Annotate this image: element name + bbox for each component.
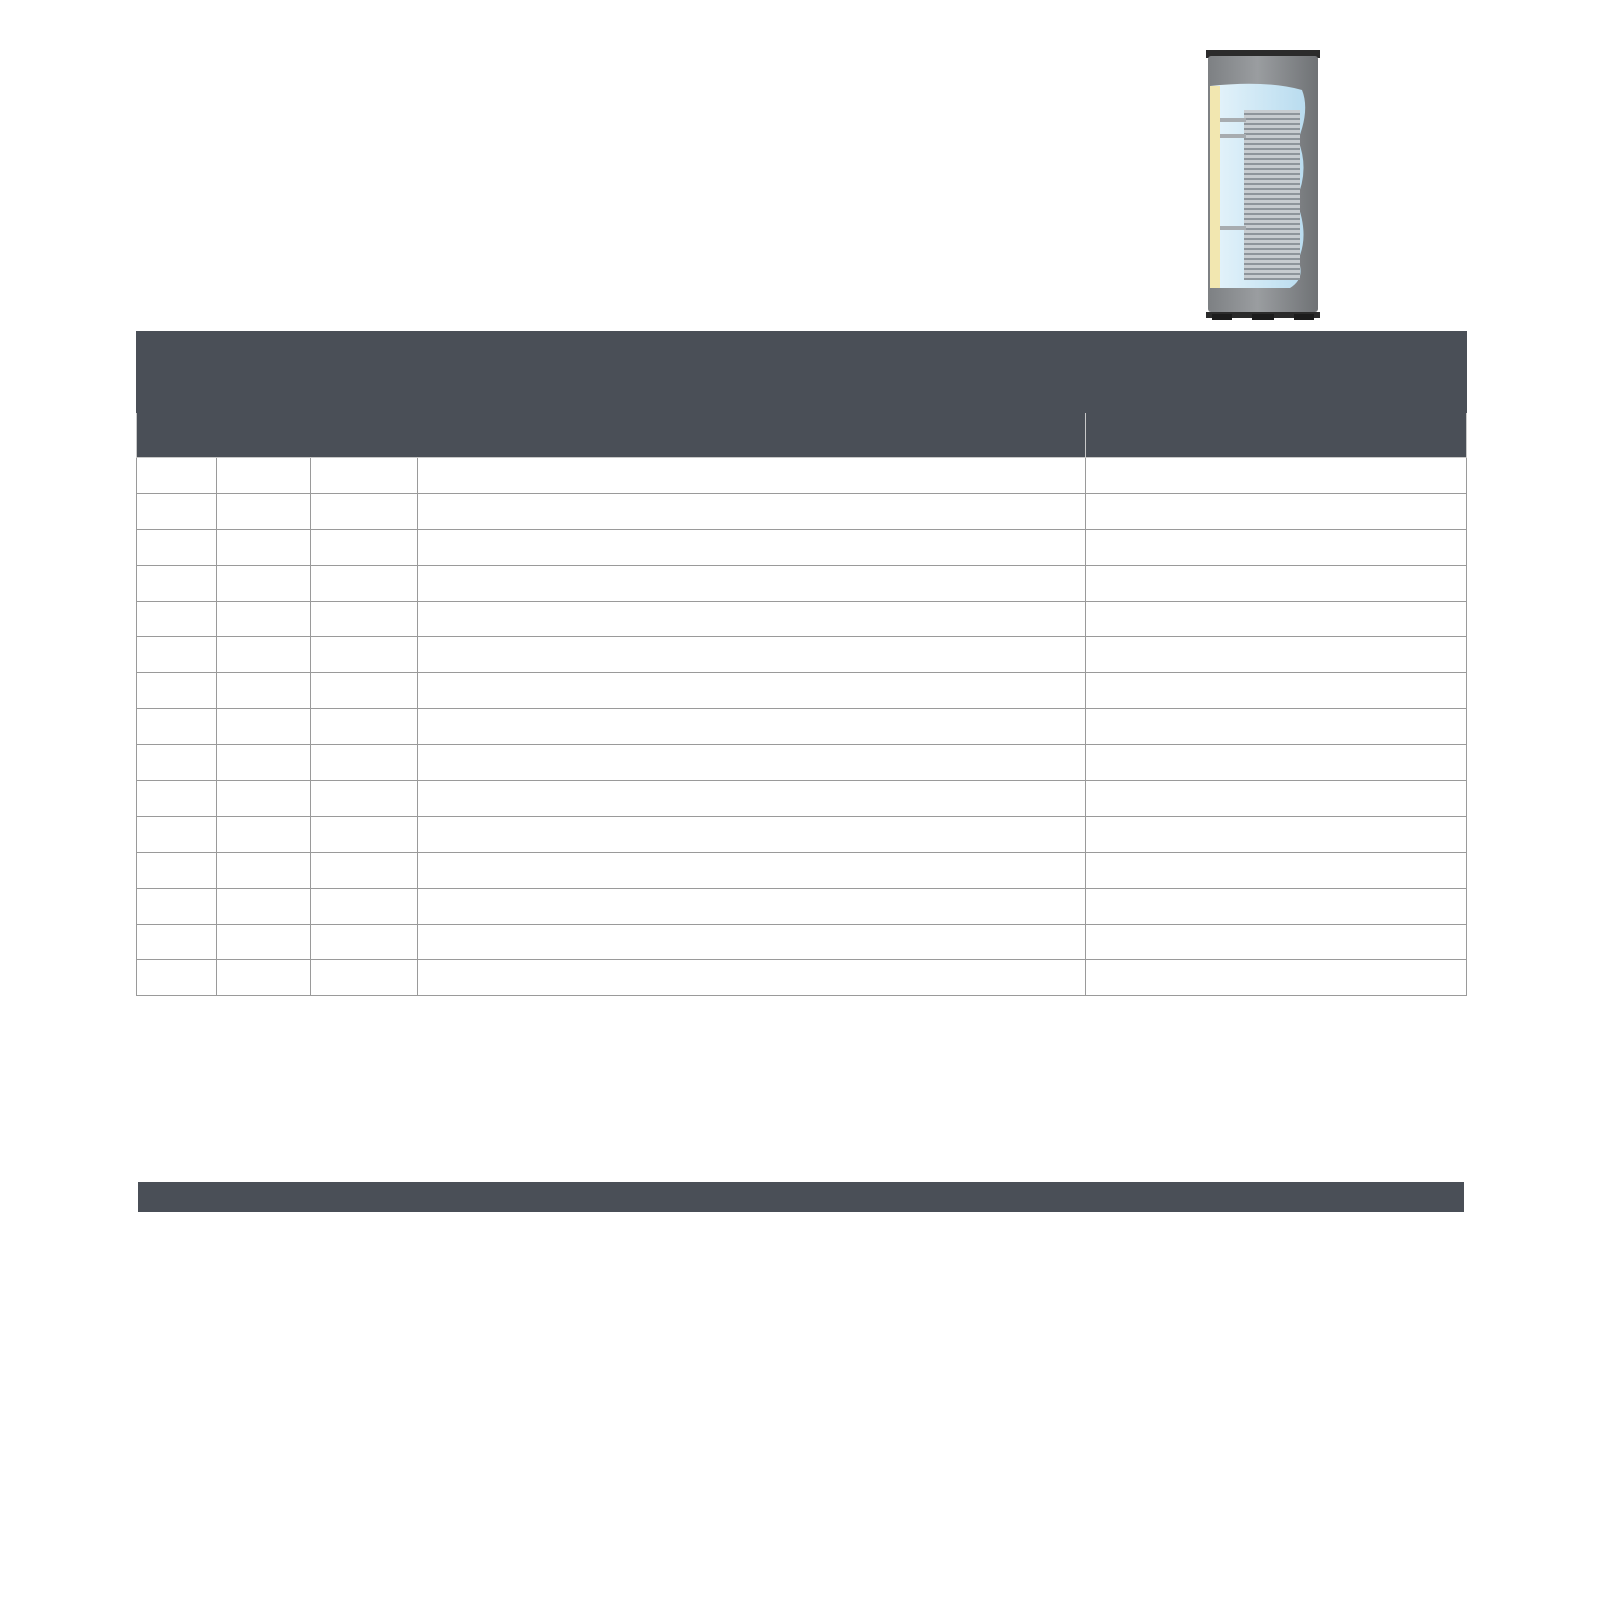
- cell-thread: [311, 853, 418, 889]
- cell-value: [1086, 494, 1467, 530]
- cell-dn: [217, 494, 311, 530]
- cell-description: [418, 566, 1086, 602]
- spec-row: [137, 925, 1467, 960]
- spec-row: [137, 853, 1467, 889]
- boiler-tank-image: [1206, 50, 1320, 320]
- cell-value: [1086, 566, 1467, 602]
- cell-dn: [217, 889, 311, 925]
- cell-position: [137, 494, 217, 530]
- cell-dn: [217, 637, 311, 673]
- cell-position: [137, 530, 217, 566]
- cell-value: [1086, 925, 1467, 960]
- spec-row: [137, 709, 1467, 745]
- cell-thread: [311, 673, 418, 709]
- spec-row: [137, 566, 1467, 602]
- spec-row: [137, 673, 1467, 709]
- cell-description: [418, 494, 1086, 530]
- header-capacity: [1086, 413, 1467, 458]
- spec-row: [137, 602, 1467, 637]
- cell-thread: [311, 494, 418, 530]
- cell-thread: [311, 637, 418, 673]
- cell-description: [418, 458, 1086, 494]
- cell-position: [137, 602, 217, 637]
- cell-value: [1086, 745, 1467, 781]
- cell-position: [137, 817, 217, 853]
- cell-value: [1086, 458, 1467, 494]
- cell-description: [418, 889, 1086, 925]
- cell-thread: [311, 960, 418, 996]
- cell-thread: [311, 925, 418, 960]
- safety-heading: [138, 1182, 1464, 1212]
- cell-description: [418, 853, 1086, 889]
- cell-thread: [311, 602, 418, 637]
- cell-description: [418, 637, 1086, 673]
- cell-dn: [217, 853, 311, 889]
- cell-dn: [217, 745, 311, 781]
- cell-value: [1086, 853, 1467, 889]
- cell-dn: [217, 673, 311, 709]
- cell-description: [418, 925, 1086, 960]
- cell-value: [1086, 673, 1467, 709]
- cell-thread: [311, 745, 418, 781]
- cell-dn: [217, 530, 311, 566]
- cell-position: [137, 781, 217, 817]
- spec-row: [137, 960, 1467, 996]
- cell-value: [1086, 530, 1467, 566]
- spec-row: [137, 637, 1467, 673]
- cell-value: [1086, 602, 1467, 637]
- cell-dn: [217, 960, 311, 996]
- spec-header-row: [137, 413, 1467, 458]
- cell-value: [1086, 960, 1467, 996]
- spec-row: [137, 458, 1467, 494]
- cell-description: [418, 602, 1086, 637]
- cell-dn: [217, 602, 311, 637]
- cell-position: [137, 745, 217, 781]
- cell-position: [137, 925, 217, 960]
- cell-dn: [217, 458, 311, 494]
- cell-position: [137, 637, 217, 673]
- cell-position: [137, 960, 217, 996]
- cell-position: [137, 458, 217, 494]
- cell-description: [418, 673, 1086, 709]
- spec-row: [137, 745, 1467, 781]
- cell-position: [137, 673, 217, 709]
- cell-thread: [311, 709, 418, 745]
- cell-position: [137, 709, 217, 745]
- cell-position: [137, 853, 217, 889]
- cell-thread: [311, 530, 418, 566]
- cell-position: [137, 566, 217, 602]
- cell-value: [1086, 889, 1467, 925]
- cell-thread: [311, 889, 418, 925]
- cell-dn: [217, 709, 311, 745]
- cell-description: [418, 709, 1086, 745]
- cell-thread: [311, 458, 418, 494]
- spec-table: [136, 331, 1467, 996]
- spec-title-row: [137, 332, 1467, 413]
- cell-thread: [311, 817, 418, 853]
- cell-description: [418, 781, 1086, 817]
- spec-title: [137, 332, 1467, 413]
- spec-row: [137, 889, 1467, 925]
- cell-value: [1086, 817, 1467, 853]
- cell-thread: [311, 566, 418, 602]
- spec-row: [137, 817, 1467, 853]
- cell-dn: [217, 566, 311, 602]
- spec-row: [137, 494, 1467, 530]
- cell-value: [1086, 709, 1467, 745]
- cell-value: [1086, 637, 1467, 673]
- cell-position: [137, 889, 217, 925]
- header-connections: [137, 413, 1086, 458]
- spec-row: [137, 781, 1467, 817]
- cell-description: [418, 960, 1086, 996]
- spec-row: [137, 530, 1467, 566]
- cell-dn: [217, 925, 311, 960]
- cell-thread: [311, 781, 418, 817]
- cell-description: [418, 745, 1086, 781]
- cell-dn: [217, 817, 311, 853]
- cell-description: [418, 817, 1086, 853]
- cell-description: [418, 530, 1086, 566]
- cell-value: [1086, 781, 1467, 817]
- cell-dn: [217, 781, 311, 817]
